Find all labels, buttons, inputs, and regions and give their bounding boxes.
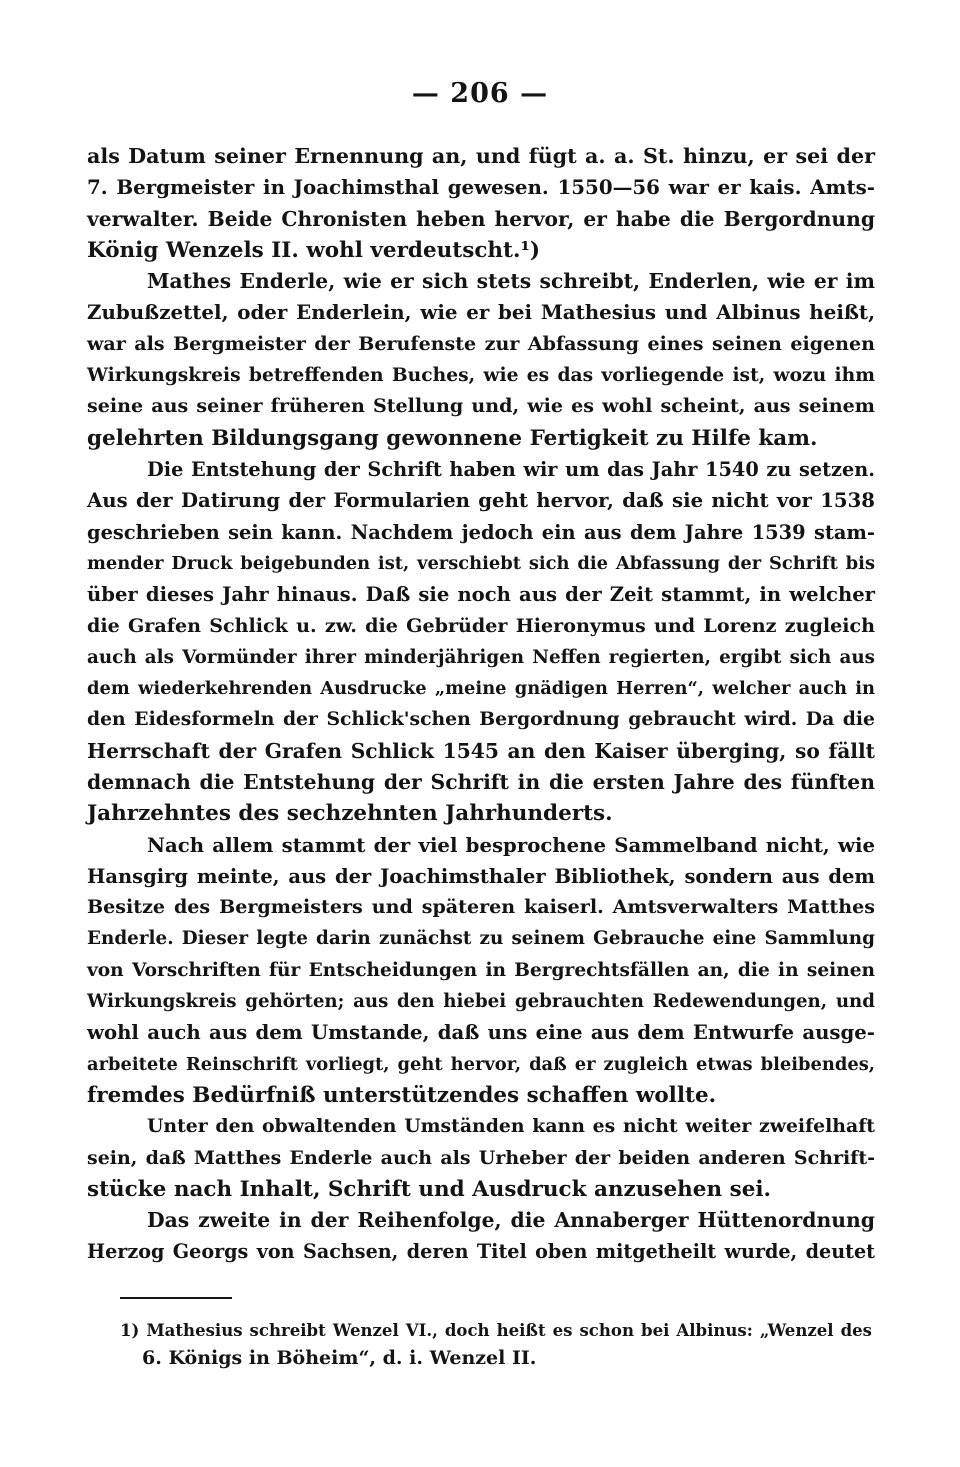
text-line: seine aus seiner früheren Stellung und, wie es wohl scheint, aus seinem xyxy=(87,395,875,418)
paragraph-first-line: Unter den obwaltenden Umständen kann es nicht weiter zweifelhaft xyxy=(147,1115,875,1138)
text-line: von Vorschriften für Entscheidungen in Bergrechtsfällen an, die in seinen xyxy=(87,959,875,981)
text-line: Wirkungskreis betreffenden Buches, wie es das vorliegende ist, wozu ihm xyxy=(87,364,875,387)
footnote-line: 1) Mathesius schreibt Wenzel VI., doch heißt es schon bei Albinus: „Wenzel des xyxy=(120,1320,872,1340)
text-line: auch als Vormünder ihrer minderjährigen Neffen regierten, ergibt sich aus xyxy=(87,646,875,668)
text-line: den Eidesformeln der Schlick'schen Bergordnung gebraucht wird. Da die xyxy=(87,708,875,731)
text-line: Herzog Georgs von Sachsen, deren Titel oben mitgetheilt wurde, deutet xyxy=(87,1240,875,1264)
text-line: dem wiederkehrenden Ausdrucke „meine gnädigen Herren“, welcher auch in xyxy=(87,678,875,700)
text-line: arbeitete Reinschrift vorliegt, geht hervor, daß er zugleich etwas bleibendes, xyxy=(87,1053,875,1075)
text-line: stücke nach Inhalt, Schrift und Ausdruck anzusehen sei. xyxy=(87,1176,772,1202)
text-line: Zubußzettel, oder Enderlein, wie er bei Mathesius und Albinus heißt, xyxy=(87,300,875,325)
paragraph-first-line: Mathes Enderle, wie er sich stets schreibt, Enderlen, wie er im xyxy=(147,269,875,294)
text-line: 7. Bergmeister in Joachimsthal gewesen. 1550—56 war er kais. Amts- xyxy=(87,175,875,200)
text-line: Hansgirg meinte, aus der Joachimsthaler Bibliothek, sondern aus dem xyxy=(87,864,875,888)
footnote-divider xyxy=(120,1297,232,1299)
text-line: gelehrten Bildungsgang gewonnene Fertigkeit zu Hilfe kam. xyxy=(87,425,818,451)
text-line: war als Bergmeister der Berufenste zur Abfassung eines seinen eigenen xyxy=(87,332,875,355)
paragraph-first-line: Die Entstehung der Schrift haben wir um das Jahr 1540 zu setzen. xyxy=(147,457,875,481)
text-line: Besitze des Bergmeisters und späteren kaiserl. Amtsverwalters Matthes xyxy=(87,896,875,919)
text-line: über dieses Jahr hinaus. Daß sie noch aus der Zeit stammt, in welcher xyxy=(87,583,875,607)
text-line: mender Druck beigebunden ist, verschiebt sich die Abfassung der Schrift bis xyxy=(87,552,875,574)
text-line: Wirkungskreis gehörten; aus den hiebei gebrauchten Redewendungen, und xyxy=(87,991,875,1013)
text-line: König Wenzels II. wohl verdeutscht.¹) xyxy=(87,237,541,263)
text-line: sein, daß Matthes Enderle auch als Urheber der beiden anderen Schrift- xyxy=(87,1146,875,1169)
text-line: als Datum seiner Ernennung an, und fügt a. a. St. hinzu, er sei der xyxy=(87,144,875,168)
text-line: verwalter. Beide Chronisten heben hervor, er habe die Bergordnung xyxy=(87,206,875,231)
text-line: die Grafen Schlick u. zw. die Gebrüder Hieronymus und Lorenz zugleich xyxy=(87,614,875,638)
footnote-line: 6. Königs in Böheim“, d. i. Wenzel II. xyxy=(142,1347,537,1369)
text-line: fremdes Bedürfniß unterstützendes schaffen wollte. xyxy=(87,1082,717,1108)
text-line: wohl auch aus dem Umstande, daß uns eine aus dem Entwurfe ausge- xyxy=(87,1020,875,1045)
text-line: demnach die Entstehung der Schrift in die ersten Jahre des fünften xyxy=(87,769,875,794)
text-line: Jahrzehntes des sechzehnten Jahrhunderts. xyxy=(87,801,613,827)
text-line: Aus der Datirung der Formularien geht hervor, daß sie nicht vor 1538 xyxy=(87,489,875,513)
paragraph-first-line: Das zweite in der Reihenfolge, die Annaberger Hüttenordnung xyxy=(147,1208,875,1233)
body-text xyxy=(87,141,875,1268)
paragraph-first-line: Nach allem stammt der viel besprochene Sammelband nicht, wie xyxy=(147,833,875,857)
footnotes xyxy=(120,1316,872,1372)
page-number: — 206 — xyxy=(411,78,549,109)
text-line: Enderle. Dieser legte darin zunächst zu seinem Gebrauche eine Sammlung xyxy=(87,928,875,950)
text-line: geschrieben sein kann. Nachdem jedoch ein aus dem Jahre 1539 stam- xyxy=(87,520,875,544)
text-line: Herrschaft der Grafen Schlick 1545 an den Kaiser überging, so fällt xyxy=(87,738,875,763)
